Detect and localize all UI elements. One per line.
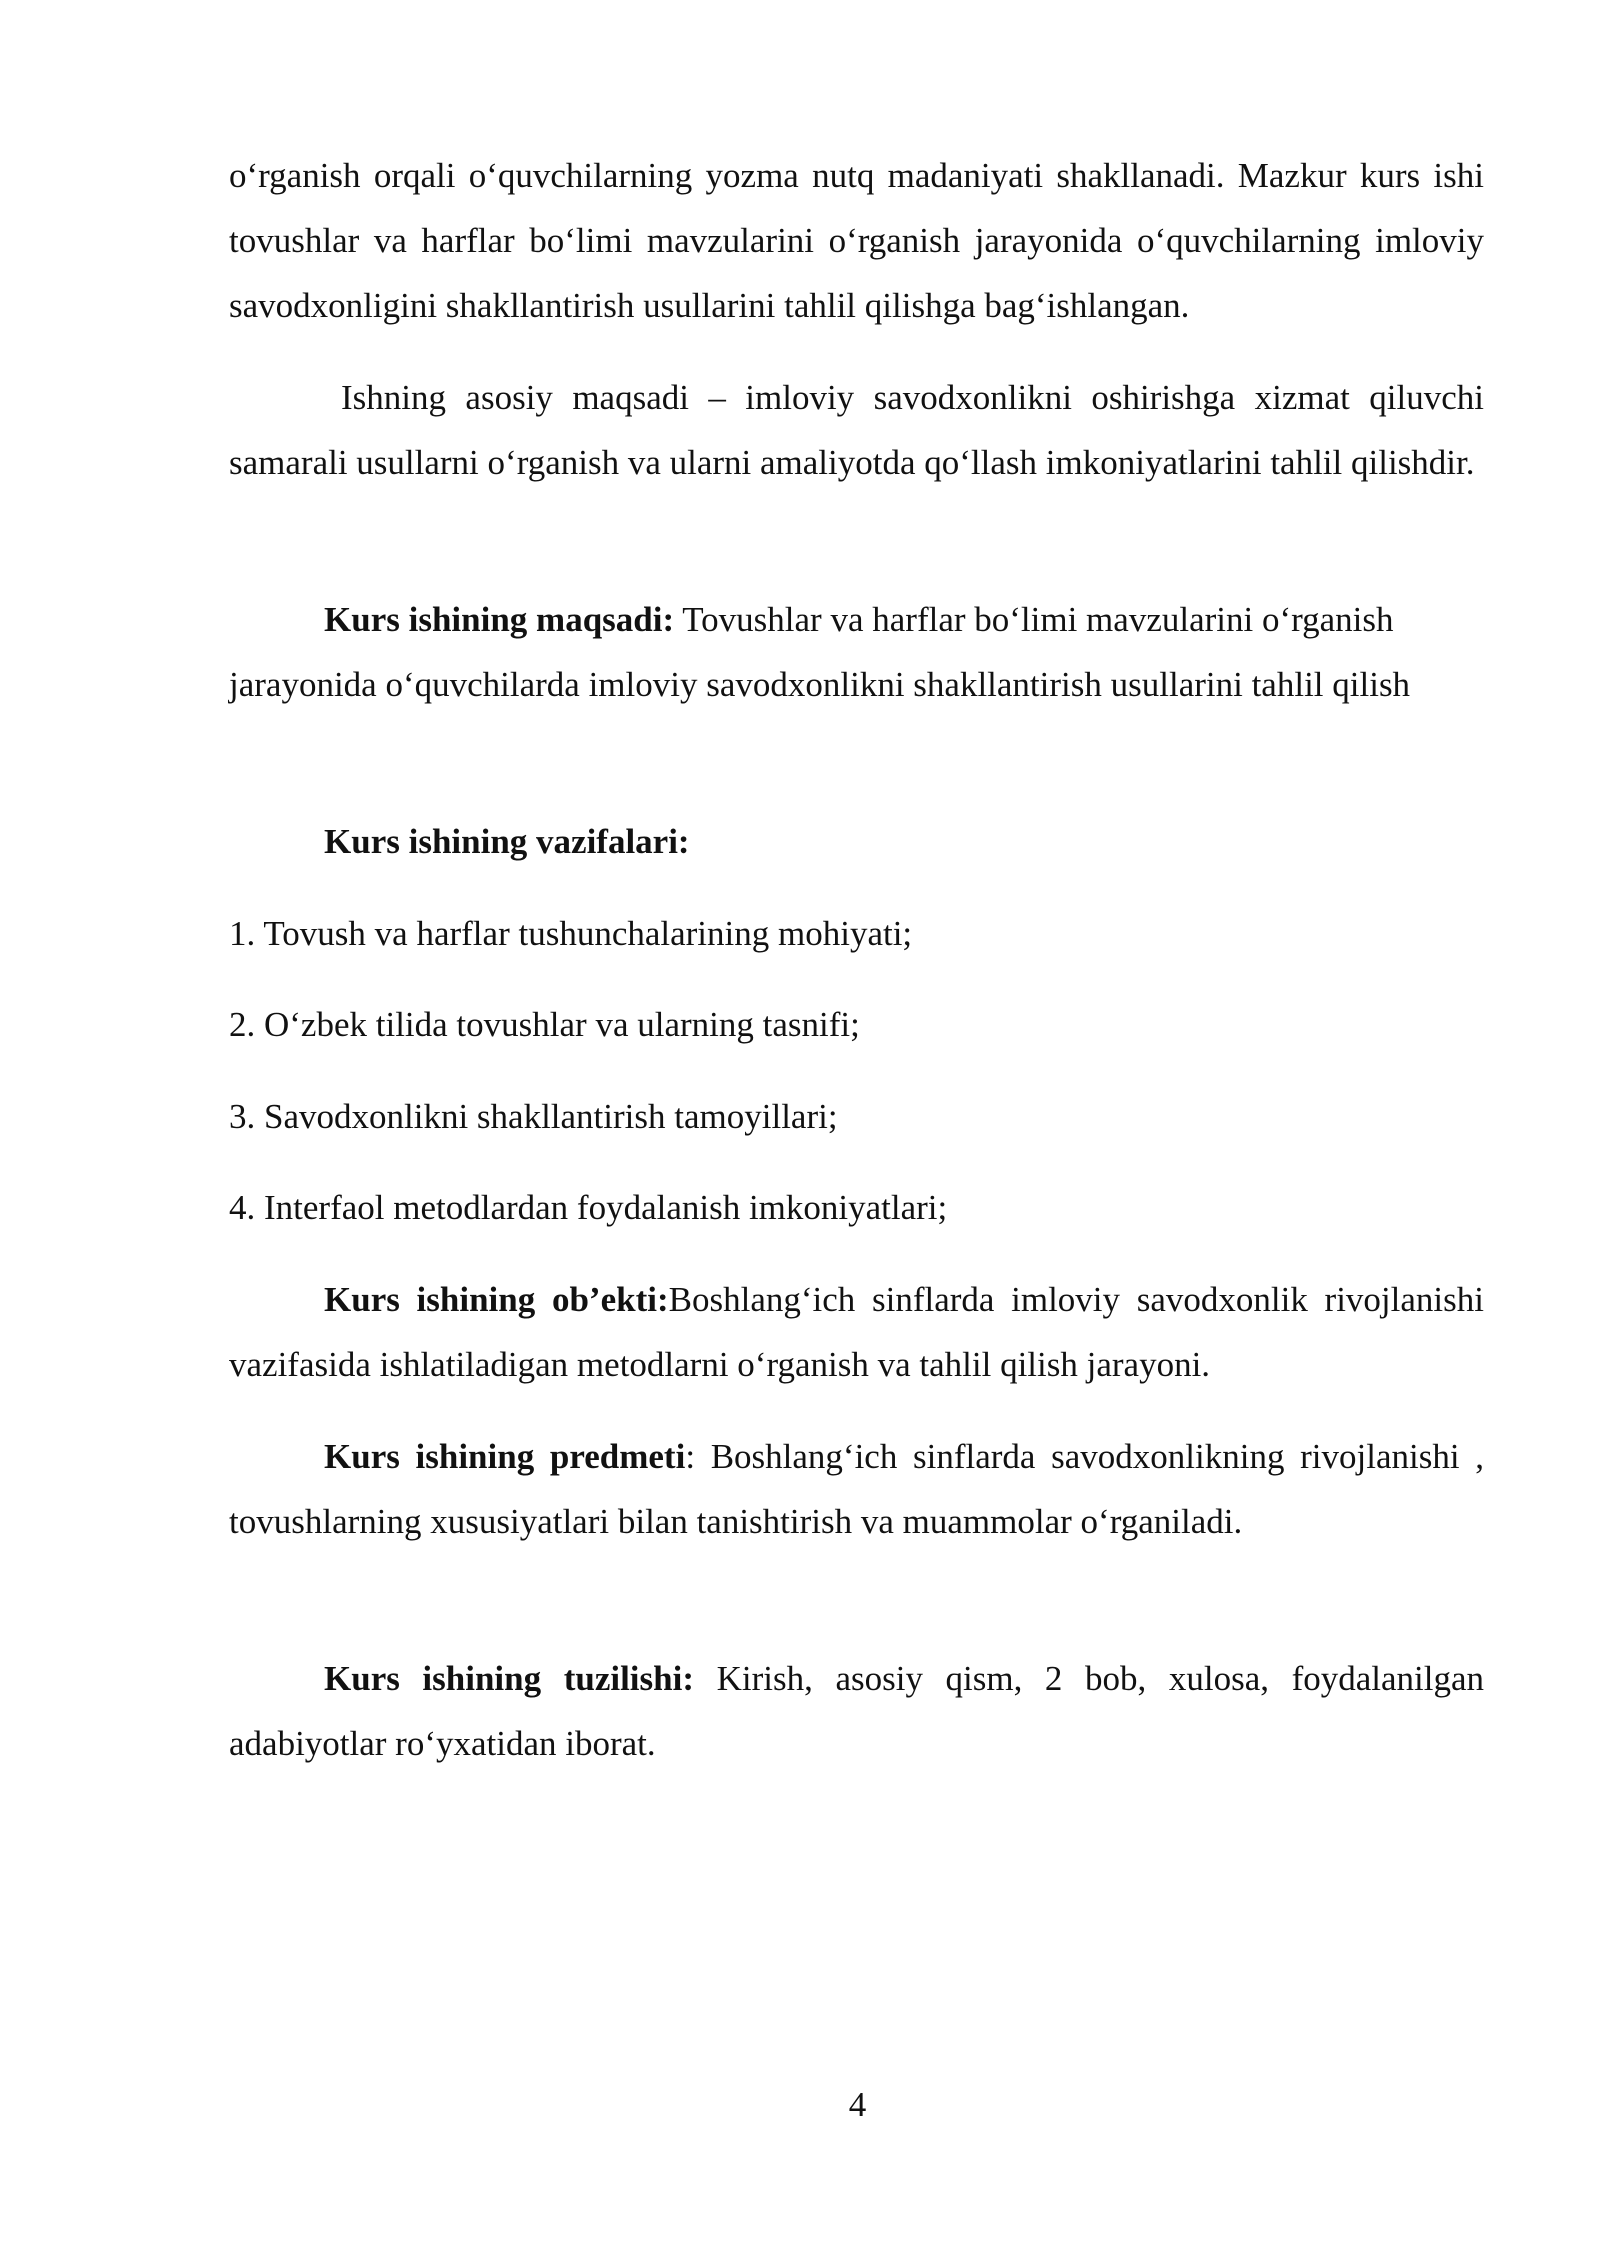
purpose-label: Kurs ishining maqsadi: [324, 600, 675, 639]
task-list-item: 4. Interfaol metodlardan foydalanish imkoniyatlari; [229, 1188, 948, 1227]
page-number: 4 [848, 2085, 867, 2124]
tasks-heading [229, 809, 1484, 874]
tasks-label: Kurs ishining vazifalari: [324, 822, 690, 861]
purpose-paragraph [229, 587, 1479, 717]
main-goal-paragraph: Ishning asosiy maqsadi – imloviy savodxonlikni oshirishga xizmat qiluvchi samarali usullarni oʻrganish va ularni amaliyotda qoʻllash imkoniyatlarini tahlil qilishdir. [229, 378, 1484, 482]
purpose-text: Tovushlar va harflar boʻlimi mavzularini oʻrganish jarayonida oʻquvchilarda imloviy savodxonlikni shakllantirish usullarini tahlil qilish [229, 600, 1411, 704]
task-list-item: 1. Tovush va harflar tushunchalarining mohiyati; [229, 914, 913, 953]
object-text: Boshlangʻich sinflarda imloviy savodxonlik rivojlanishi vazifasida ishlatiladigan metodlarni oʻrganish va tahlil qilish jarayoni. [229, 1280, 1484, 1384]
object-paragraph [229, 1267, 1484, 1397]
object-label: Kurs ishining ob’ekti: [324, 1280, 669, 1319]
subject-paragraph [229, 1424, 1484, 1554]
structure-label: Kurs ishining tuzilishi: [324, 1659, 695, 1698]
subject-text: : Boshlangʻich sinflarda savodxonlikning rivojlanishi , tovushlarning xususiyatlari bilan tanishtirish va muammolar oʻrganiladi. [229, 1437, 1484, 1541]
task-list-item: 3. Savodxonlikni shakllantirish tamoyillari; [229, 1097, 838, 1136]
intro-continuation-paragraph: oʻrganish orqali oʻquvchilarning yozma nutq madaniyati shakllanadi. Mazkur kurs ishi tovushlar va harflar boʻlimi mavzularini oʻrganish jarayonida oʻquvchilarning imloviy savodxonligini shakllantirish usullarini tahlil qilishga bagʻishlangan. [229, 156, 1484, 325]
task-list-item: 2. Oʻzbek tilida tovushlar va ularning tasnifi; [229, 1005, 860, 1044]
structure-text: Kirish, asosiy qism, 2 bob, xulosa, foydalanilgan adabiyotlar roʻyxatidan iborat. [229, 1659, 1485, 1763]
structure-paragraph [229, 1646, 1484, 1776]
subject-label: Kurs ishining predmeti [324, 1437, 686, 1476]
